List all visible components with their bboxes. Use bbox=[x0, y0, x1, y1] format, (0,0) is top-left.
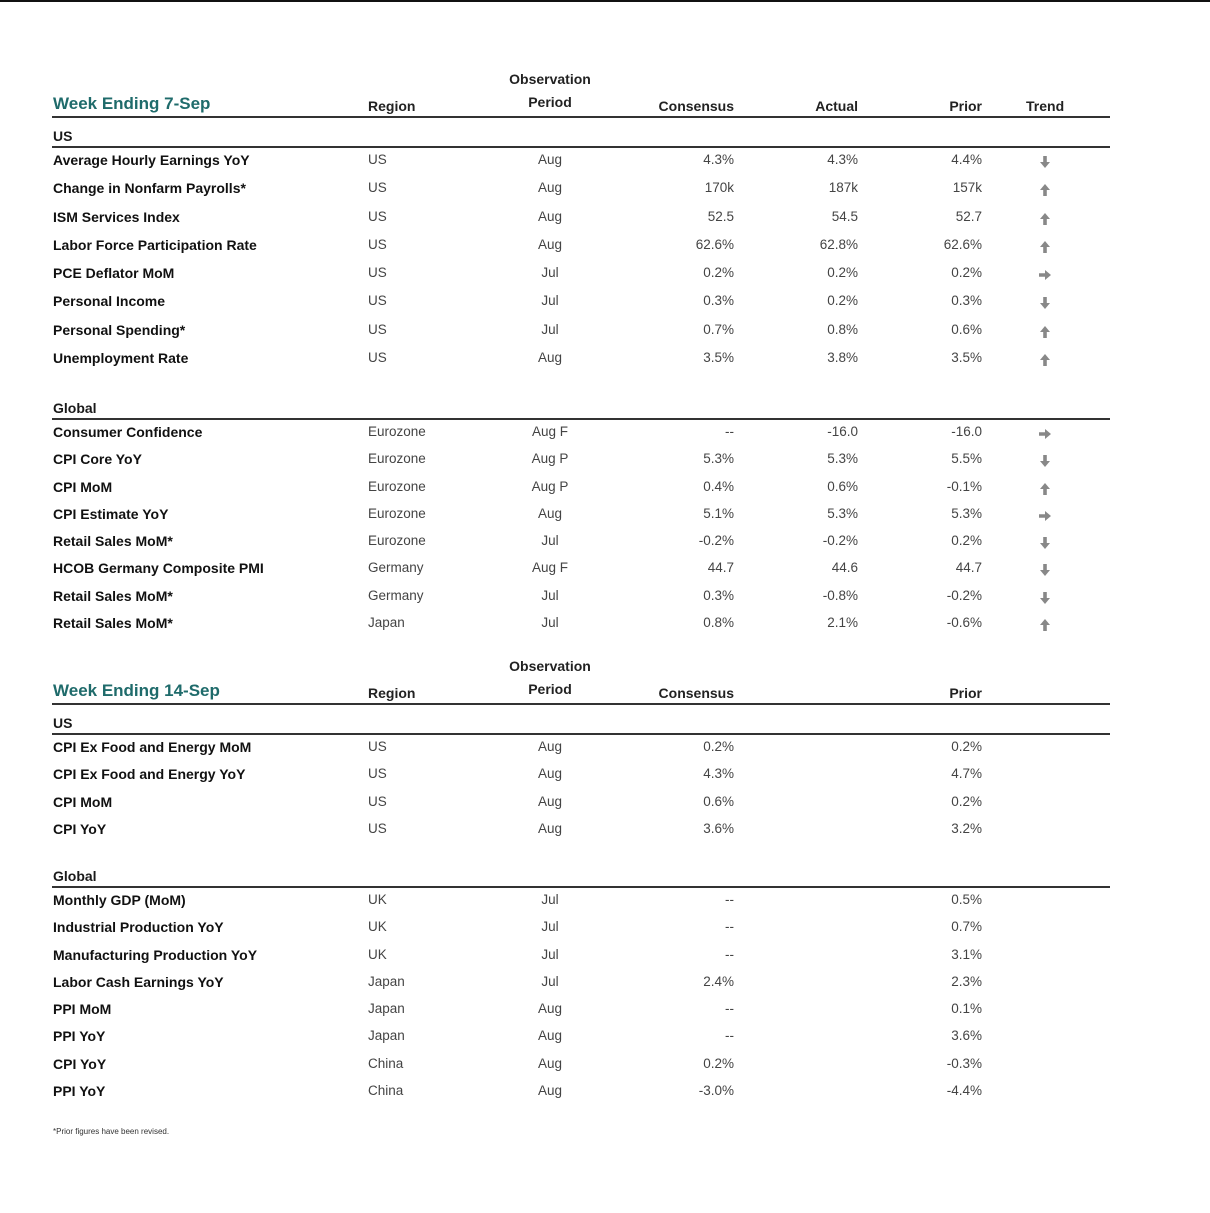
actual-cell: 4.3% bbox=[827, 152, 858, 167]
week1-consensus-header: Consensus bbox=[658, 98, 734, 114]
consensus-cell: -- bbox=[725, 1028, 734, 1044]
table-row bbox=[52, 970, 1110, 997]
indicator-name: Retail Sales MoM* bbox=[53, 615, 173, 632]
period-cell: Jul bbox=[541, 946, 559, 962]
actual-cell: 5.3% bbox=[827, 451, 858, 467]
region-cell: US bbox=[368, 739, 387, 754]
actual-cell: 0.6% bbox=[827, 478, 858, 494]
table-row bbox=[52, 1079, 1110, 1106]
period-cell: Aug bbox=[537, 793, 563, 809]
indicator-name: Personal Spending* bbox=[53, 321, 186, 338]
period-cell: Aug bbox=[537, 208, 563, 224]
region-cell: US bbox=[368, 152, 387, 167]
table-row bbox=[52, 790, 1110, 817]
consensus-cell: 3.5% bbox=[703, 350, 734, 366]
table-row bbox=[52, 176, 1110, 204]
group-label: US bbox=[53, 128, 73, 144]
period-cell: Aug bbox=[537, 236, 563, 252]
prior-cell: 3.5% bbox=[951, 350, 982, 366]
period-cell: Jul bbox=[541, 892, 559, 907]
region-cell: UK bbox=[368, 892, 387, 907]
period-cell: Jul bbox=[541, 615, 559, 631]
consensus-cell: 3.6% bbox=[703, 820, 734, 836]
week1-us-rows bbox=[52, 148, 1110, 374]
prior-cell: 0.2% bbox=[951, 533, 982, 549]
consensus-cell: 0.6% bbox=[703, 793, 734, 809]
prior-cell: 157k bbox=[952, 180, 982, 196]
region-cell: Japan bbox=[368, 1028, 405, 1044]
prior-cell: -4.4% bbox=[946, 1083, 982, 1099]
actual-cell: -0.8% bbox=[822, 587, 858, 603]
region-cell: China bbox=[368, 1083, 404, 1099]
table-row bbox=[52, 943, 1110, 970]
prior-cell: 0.1% bbox=[951, 1001, 982, 1017]
consensus-cell: -- bbox=[725, 946, 734, 962]
consensus-cell: 170k bbox=[704, 180, 734, 196]
trend-right-arrow-icon bbox=[1038, 427, 1052, 441]
prior-cell: 3.6% bbox=[951, 1028, 982, 1044]
table-row bbox=[52, 346, 1110, 374]
prior-cell: 5.3% bbox=[951, 505, 982, 521]
period-cell: Jul bbox=[541, 973, 559, 989]
consensus-cell: -3.0% bbox=[698, 1083, 734, 1099]
actual-cell: 62.8% bbox=[819, 236, 858, 252]
table-row bbox=[52, 556, 1110, 583]
prior-cell: 4.4% bbox=[951, 152, 982, 167]
region-cell: Eurozone bbox=[368, 424, 426, 439]
week1-trend-header: Trend bbox=[1026, 98, 1065, 114]
trend-right-arrow-icon bbox=[1038, 268, 1052, 282]
week1-global-group bbox=[52, 390, 1110, 420]
table-row bbox=[52, 148, 1110, 176]
indicator-name: CPI MoM bbox=[53, 793, 113, 810]
indicator-name: CPI Ex Food and Energy MoM bbox=[53, 739, 252, 755]
week2-prior-header: Prior bbox=[949, 685, 982, 701]
trend-right-arrow-icon bbox=[1038, 509, 1052, 523]
region-cell: Eurozone bbox=[368, 478, 426, 494]
indicator-name: ISM Services Index bbox=[53, 208, 180, 225]
consensus-cell: 0.4% bbox=[703, 478, 734, 494]
indicator-name: PPI MoM bbox=[53, 1001, 112, 1018]
table-row bbox=[52, 261, 1110, 289]
period-cell: Jul bbox=[541, 587, 559, 603]
indicator-name: Retail Sales MoM* bbox=[53, 587, 173, 604]
consensus-cell: 0.2% bbox=[703, 265, 734, 281]
table-row bbox=[52, 289, 1110, 317]
prior-cell: -0.1% bbox=[946, 478, 982, 494]
consensus-cell: 0.7% bbox=[703, 321, 734, 337]
prior-cell: 5.5% bbox=[951, 451, 982, 467]
actual-cell: 187k bbox=[828, 180, 858, 196]
week2-header-section bbox=[52, 653, 1110, 844]
period-cell: Aug bbox=[537, 350, 563, 366]
actual-cell: 44.6 bbox=[831, 560, 858, 576]
indicator-name: CPI Ex Food and Energy YoY bbox=[53, 766, 246, 783]
week2-region-header: Region bbox=[368, 685, 416, 701]
trend-up-arrow-icon bbox=[1038, 240, 1052, 254]
table-row bbox=[52, 584, 1110, 611]
prior-cell: 52.7 bbox=[955, 208, 982, 224]
actual-cell: 2.1% bbox=[827, 615, 858, 631]
indicator-name: Personal Income bbox=[53, 293, 166, 310]
week2-observation-header bbox=[482, 655, 618, 701]
week1-global-section bbox=[52, 390, 1110, 638]
week1-title: Week Ending 7-Sep bbox=[53, 94, 211, 113]
table-row bbox=[52, 1024, 1110, 1051]
period-cell: Jul bbox=[541, 321, 559, 337]
period-cell: Aug bbox=[537, 1001, 563, 1017]
indicator-name: CPI YoY bbox=[53, 1055, 107, 1072]
region-cell: US bbox=[368, 208, 387, 224]
consensus-cell: 0.2% bbox=[703, 1055, 734, 1071]
consensus-cell: 0.3% bbox=[703, 587, 734, 603]
indicator-name: CPI Core YoY bbox=[53, 451, 142, 468]
week1-global-rows bbox=[52, 420, 1110, 638]
actual-cell: 5.3% bbox=[827, 505, 858, 521]
week1-header-section bbox=[52, 66, 1110, 374]
region-cell: Germany bbox=[368, 560, 424, 576]
prior-cell: 4.7% bbox=[951, 766, 982, 782]
consensus-cell: -- bbox=[725, 892, 734, 907]
period-cell: Aug bbox=[537, 739, 563, 754]
period-cell: Aug bbox=[537, 505, 563, 521]
trend-up-arrow-icon bbox=[1038, 325, 1052, 339]
indicator-name: Unemployment Rate bbox=[53, 350, 189, 367]
region-cell: Japan bbox=[368, 1001, 405, 1017]
prior-cell: 0.2% bbox=[951, 265, 982, 281]
region-cell: US bbox=[368, 820, 387, 836]
table-row bbox=[52, 233, 1110, 261]
consensus-cell: 2.4% bbox=[703, 973, 734, 989]
consensus-cell: 4.3% bbox=[703, 766, 734, 782]
group-label: US bbox=[53, 715, 73, 731]
prior-cell: 2.3% bbox=[951, 973, 982, 989]
indicator-name: CPI Estimate YoY bbox=[53, 505, 169, 522]
indicator-name: Manufacturing Production YoY bbox=[53, 946, 258, 963]
period-cell: Aug bbox=[537, 180, 563, 196]
indicator-name: Consumer Confidence bbox=[53, 424, 203, 440]
consensus-cell: 5.3% bbox=[703, 451, 734, 467]
region-cell: UK bbox=[368, 946, 387, 962]
prior-cell: 62.6% bbox=[943, 236, 982, 252]
region-cell: Japan bbox=[368, 615, 405, 631]
region-cell: US bbox=[368, 265, 387, 281]
period-cell: Jul bbox=[541, 919, 559, 935]
week2-global-group bbox=[52, 858, 1110, 888]
consensus-cell: -- bbox=[725, 1001, 734, 1017]
consensus-cell: 62.6% bbox=[695, 236, 734, 252]
region-cell: US bbox=[368, 180, 387, 196]
consensus-cell: 5.1% bbox=[703, 505, 734, 521]
period-cell: Jul bbox=[541, 533, 559, 549]
period-cell: Aug bbox=[537, 152, 563, 167]
table-row bbox=[52, 762, 1110, 789]
consensus-cell: 4.3% bbox=[703, 152, 734, 167]
prior-cell: 3.2% bbox=[951, 820, 982, 836]
observation-line1: Observation bbox=[509, 71, 591, 87]
trend-up-arrow-icon bbox=[1038, 618, 1052, 632]
prior-cell: -0.2% bbox=[946, 587, 982, 603]
week1-header-row bbox=[52, 66, 1110, 118]
indicator-name: Industrial Production YoY bbox=[53, 919, 224, 936]
consensus-cell: -0.2% bbox=[698, 533, 734, 549]
period-cell: Aug bbox=[537, 1083, 563, 1099]
indicator-name: CPI YoY bbox=[53, 820, 107, 837]
period-cell: Aug bbox=[537, 1055, 563, 1071]
table-row bbox=[52, 502, 1110, 529]
consensus-cell: -- bbox=[725, 424, 734, 439]
table-row bbox=[52, 611, 1110, 638]
week2-consensus-header: Consensus bbox=[658, 685, 734, 701]
region-cell: China bbox=[368, 1055, 404, 1071]
period-cell: Jul bbox=[541, 265, 559, 281]
table-row bbox=[52, 888, 1110, 915]
period-cell: Aug bbox=[537, 1028, 563, 1044]
week2-header-row bbox=[52, 653, 1110, 705]
region-cell: UK bbox=[368, 919, 387, 935]
prior-cell: 44.7 bbox=[955, 560, 982, 576]
week1-actual-header: Actual bbox=[815, 98, 858, 114]
region-cell: US bbox=[368, 766, 387, 782]
prior-cell: 0.2% bbox=[951, 739, 982, 754]
trend-down-arrow-icon bbox=[1038, 536, 1052, 550]
region-cell: US bbox=[368, 793, 387, 809]
trend-down-arrow-icon bbox=[1038, 563, 1052, 577]
region-cell: US bbox=[368, 236, 387, 252]
table-row bbox=[52, 735, 1110, 762]
week1-us-group bbox=[52, 118, 1110, 148]
actual-cell: 0.8% bbox=[827, 321, 858, 337]
period-cell: Jul bbox=[541, 293, 559, 309]
indicator-name: PCE Deflator MoM bbox=[53, 265, 175, 282]
prior-cell: 0.7% bbox=[951, 919, 982, 935]
prior-cell: -16.0 bbox=[951, 424, 982, 439]
consensus-cell: -- bbox=[725, 919, 734, 935]
week2-global-section bbox=[52, 858, 1110, 1106]
trend-down-arrow-icon bbox=[1038, 296, 1052, 310]
footnote: *Prior figures have been revised. bbox=[53, 1127, 170, 1136]
prior-cell: -0.3% bbox=[946, 1055, 982, 1071]
indicator-name: Monthly GDP (MoM) bbox=[53, 892, 186, 908]
region-cell: Eurozone bbox=[368, 533, 426, 549]
trend-up-arrow-icon bbox=[1038, 212, 1052, 226]
week2-us-group bbox=[52, 705, 1110, 735]
week2-title: Week Ending 14-Sep bbox=[53, 681, 220, 700]
prior-cell: 0.3% bbox=[951, 293, 982, 309]
consensus-cell: 52.5 bbox=[707, 208, 734, 224]
week1-region-header: Region bbox=[368, 98, 416, 114]
table-row bbox=[52, 1052, 1110, 1079]
prior-cell: 3.1% bbox=[951, 946, 982, 962]
table-row bbox=[52, 318, 1110, 346]
period-cell: Aug bbox=[537, 820, 563, 836]
week2-us-rows bbox=[52, 735, 1110, 844]
actual-cell: 0.2% bbox=[827, 265, 858, 281]
table-row bbox=[52, 817, 1110, 844]
trend-down-arrow-icon bbox=[1038, 155, 1052, 169]
consensus-cell: 0.8% bbox=[703, 615, 734, 631]
table-row bbox=[52, 475, 1110, 502]
trend-up-arrow-icon bbox=[1038, 482, 1052, 496]
consensus-cell: 44.7 bbox=[707, 560, 734, 576]
trend-up-arrow-icon bbox=[1038, 183, 1052, 197]
group-label: Global bbox=[53, 868, 97, 884]
week2-global-rows bbox=[52, 888, 1110, 1106]
region-cell: Japan bbox=[368, 973, 405, 989]
observation-line2: Period bbox=[528, 681, 572, 697]
table-row bbox=[52, 205, 1110, 233]
prior-cell: -0.6% bbox=[946, 615, 982, 631]
observation-line2: Period bbox=[528, 94, 572, 110]
table-row bbox=[52, 420, 1110, 447]
consensus-cell: 0.3% bbox=[703, 293, 734, 309]
region-cell: US bbox=[368, 350, 387, 366]
region-cell: Eurozone bbox=[368, 451, 426, 467]
trend-up-arrow-icon bbox=[1038, 353, 1052, 367]
period-cell: Aug bbox=[537, 766, 563, 782]
top-border bbox=[0, 0, 1210, 2]
table-row bbox=[52, 447, 1110, 474]
prior-cell: 0.6% bbox=[951, 321, 982, 337]
indicator-name: Retail Sales MoM* bbox=[53, 533, 173, 550]
group-label: Global bbox=[53, 400, 97, 416]
region-cell: Eurozone bbox=[368, 505, 426, 521]
trend-down-arrow-icon bbox=[1038, 591, 1052, 605]
actual-cell: 0.2% bbox=[827, 293, 858, 309]
consensus-cell: 0.2% bbox=[703, 739, 734, 754]
indicator-name: Change in Nonfarm Payrolls* bbox=[53, 180, 246, 197]
table-row bbox=[52, 529, 1110, 556]
period-cell: Aug F bbox=[531, 424, 569, 439]
actual-cell: 3.8% bbox=[827, 350, 858, 366]
week1-prior-header: Prior bbox=[949, 98, 982, 114]
indicator-name: PPI YoY bbox=[53, 1083, 106, 1100]
region-cell: US bbox=[368, 293, 387, 309]
period-cell: Aug P bbox=[531, 478, 569, 494]
indicator-name: Average Hourly Earnings YoY bbox=[53, 152, 250, 168]
actual-cell: -0.2% bbox=[822, 533, 858, 549]
table-row bbox=[52, 997, 1110, 1024]
indicator-name: PPI YoY bbox=[53, 1028, 106, 1045]
prior-cell: 0.2% bbox=[951, 793, 982, 809]
observation-line1: Observation bbox=[509, 658, 591, 674]
indicator-name: HCOB Germany Composite PMI bbox=[53, 560, 264, 577]
prior-cell: 0.5% bbox=[951, 892, 982, 907]
region-cell: US bbox=[368, 321, 387, 337]
week1-observation-header bbox=[482, 68, 618, 114]
indicator-name: Labor Force Participation Rate bbox=[53, 236, 257, 253]
region-cell: Germany bbox=[368, 587, 424, 603]
period-cell: Aug F bbox=[531, 560, 569, 576]
table-row bbox=[52, 915, 1110, 942]
indicator-name: CPI MoM bbox=[53, 478, 113, 495]
actual-cell: -16.0 bbox=[827, 424, 858, 439]
indicator-name: Labor Cash Earnings YoY bbox=[53, 973, 224, 990]
trend-down-arrow-icon bbox=[1038, 454, 1052, 468]
period-cell: Aug P bbox=[531, 451, 569, 467]
actual-cell: 54.5 bbox=[831, 208, 858, 224]
